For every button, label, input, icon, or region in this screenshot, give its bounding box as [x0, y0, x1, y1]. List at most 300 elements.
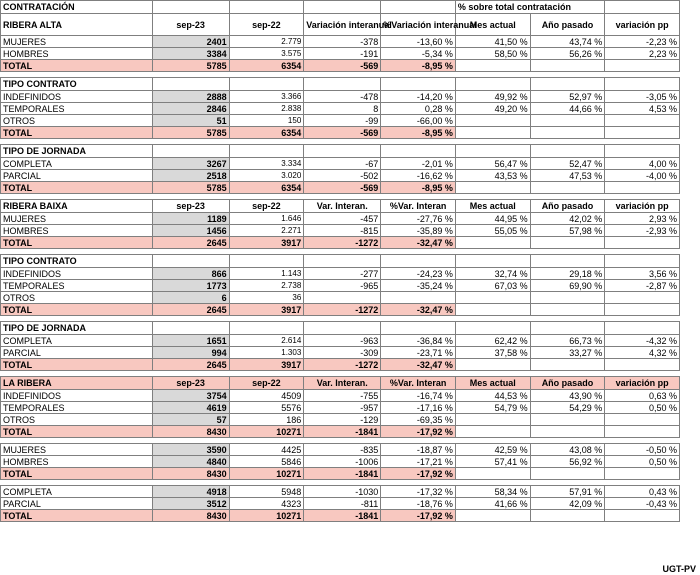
column-header: Mes actual — [455, 377, 530, 390]
value-cell: 43,53 % — [455, 170, 530, 182]
data-row — [1, 115, 680, 127]
data-row — [1, 280, 680, 292]
subheader-label: % sobre total contratación — [455, 1, 604, 14]
blank-cell — [152, 145, 229, 158]
blank-cell — [605, 78, 680, 91]
blank-cell — [381, 255, 456, 268]
value-cell: 0,50 % — [605, 456, 680, 468]
column-header: Año pasado — [530, 377, 605, 390]
blank-cell — [530, 237, 605, 249]
value-cell: 4,53 % — [605, 103, 680, 115]
value-cell: 32,74 % — [455, 268, 530, 280]
value-cell: -2,01 % — [381, 158, 456, 170]
value-cell: 56,26 % — [530, 48, 605, 60]
total-row — [1, 127, 680, 139]
value-cell: -16,74 % — [381, 390, 456, 402]
group-title-row — [1, 145, 680, 158]
value-cell: -457 — [304, 213, 381, 225]
value-cell: 43,08 % — [530, 444, 605, 456]
blank-cell — [530, 78, 605, 91]
data-row — [1, 390, 680, 402]
total-value: -32,47 % — [381, 304, 456, 316]
blank-cell — [605, 145, 680, 158]
row-label: PARCIAL — [1, 347, 153, 359]
value-cell: -13,60 % — [381, 36, 456, 48]
value-cell: 2888 — [152, 91, 229, 103]
value-cell: 69,90 % — [530, 280, 605, 292]
value-cell: 1.143 — [229, 268, 304, 280]
value-cell: 866 — [152, 268, 229, 280]
blank-cell — [530, 60, 605, 72]
blank-cell — [455, 60, 530, 72]
value-cell — [605, 292, 680, 304]
value-cell — [530, 414, 605, 426]
blank-cell — [455, 182, 530, 194]
value-cell: 66,73 % — [530, 335, 605, 347]
value-cell: 47,53 % — [530, 170, 605, 182]
column-header: sep-22 — [229, 200, 304, 213]
value-cell — [530, 292, 605, 304]
total-row — [1, 60, 680, 72]
blank-cell — [152, 255, 229, 268]
blank-cell — [605, 304, 680, 316]
row-label: INDEFINIDOS — [1, 91, 153, 103]
total-value: -1272 — [304, 359, 381, 371]
column-header: sep-23 — [152, 14, 229, 36]
column-header: sep-23 — [152, 200, 229, 213]
total-value: -8,95 % — [381, 60, 456, 72]
value-cell: -0,50 % — [605, 444, 680, 456]
column-header: sep-22 — [229, 377, 304, 390]
value-cell: 41,66 % — [455, 498, 530, 510]
value-cell: 57 — [152, 414, 229, 426]
total-label: TOTAL — [1, 237, 153, 249]
blank-cell — [455, 426, 530, 438]
value-cell: 4323 — [229, 498, 304, 510]
value-cell: 0,28 % — [381, 103, 456, 115]
value-cell: -4,00 % — [605, 170, 680, 182]
value-cell: -815 — [304, 225, 381, 237]
value-cell — [304, 292, 381, 304]
blank-cell — [605, 1, 680, 14]
data-row — [1, 268, 680, 280]
total-value: 8430 — [152, 468, 229, 480]
data-row — [1, 213, 680, 225]
data-row — [1, 292, 680, 304]
value-cell: -1030 — [304, 486, 381, 498]
total-value: -32,47 % — [381, 237, 456, 249]
column-header: variación pp — [605, 377, 680, 390]
blank-cell — [455, 304, 530, 316]
blank-cell — [229, 1, 304, 14]
total-value: 3917 — [229, 304, 304, 316]
group-title: TIPO CONTRATO — [1, 255, 153, 268]
value-cell: -957 — [304, 402, 381, 414]
value-cell: 2,23 % — [605, 48, 680, 60]
value-cell: 42,02 % — [530, 213, 605, 225]
value-cell: -27,76 % — [381, 213, 456, 225]
value-cell: 1189 — [152, 213, 229, 225]
value-cell: 57,41 % — [455, 456, 530, 468]
row-label: HOMBRES — [1, 48, 153, 60]
blank-cell — [455, 78, 530, 91]
value-cell: 43,74 % — [530, 36, 605, 48]
row-label: OTROS — [1, 292, 153, 304]
total-value: 5785 — [152, 60, 229, 72]
value-cell: -277 — [304, 268, 381, 280]
data-row — [1, 103, 680, 115]
value-cell: 54,29 % — [530, 402, 605, 414]
total-value: -569 — [304, 60, 381, 72]
row-label: COMPLETA — [1, 486, 153, 498]
total-row — [1, 426, 680, 438]
blank-cell — [152, 1, 229, 14]
total-value: -1841 — [304, 468, 381, 480]
blank-cell — [304, 78, 381, 91]
value-cell: 3384 — [152, 48, 229, 60]
value-cell: 3,56 % — [605, 268, 680, 280]
row-label: TEMPORALES — [1, 402, 153, 414]
row-label: TEMPORALES — [1, 103, 153, 115]
total-value: -17,92 % — [381, 510, 456, 522]
group-title: TIPO CONTRATO — [1, 78, 153, 91]
blank-cell — [229, 322, 304, 335]
value-cell: 44,95 % — [455, 213, 530, 225]
blank-cell — [530, 182, 605, 194]
total-label: TOTAL — [1, 182, 153, 194]
blank-cell — [530, 359, 605, 371]
blank-cell — [530, 510, 605, 522]
value-cell: 44,66 % — [530, 103, 605, 115]
blank-cell — [455, 359, 530, 371]
value-cell — [455, 414, 530, 426]
section-title: RIBERA ALTA — [1, 14, 153, 36]
row-label: PARCIAL — [1, 170, 153, 182]
total-value: -1841 — [304, 426, 381, 438]
row-label: TEMPORALES — [1, 280, 153, 292]
value-cell: 49,92 % — [455, 91, 530, 103]
value-cell: 4840 — [152, 456, 229, 468]
total-value: 2645 — [152, 237, 229, 249]
value-cell: 0,63 % — [605, 390, 680, 402]
blank-cell — [455, 255, 530, 268]
group-title: TIPO DE JORNADA — [1, 322, 153, 335]
value-cell: 62,42 % — [455, 335, 530, 347]
value-cell — [530, 115, 605, 127]
value-cell: 52,97 % — [530, 91, 605, 103]
value-cell: 3754 — [152, 390, 229, 402]
value-cell: -99 — [304, 115, 381, 127]
value-cell: -14,20 % — [381, 91, 456, 103]
blank-cell — [455, 468, 530, 480]
total-value: 6354 — [229, 182, 304, 194]
data-row — [1, 498, 680, 510]
section-title: LA RIBERA — [1, 377, 153, 390]
value-cell: -66,00 % — [381, 115, 456, 127]
blank-cell — [605, 468, 680, 480]
blank-cell — [304, 1, 381, 14]
value-cell: 6 — [152, 292, 229, 304]
value-cell: 3590 — [152, 444, 229, 456]
blank-cell — [605, 237, 680, 249]
row-label: OTROS — [1, 414, 153, 426]
total-row — [1, 468, 680, 480]
group-title-row — [1, 78, 680, 91]
blank-cell — [229, 78, 304, 91]
table-title: CONTRATACIÓN — [1, 1, 153, 14]
blank-cell — [605, 322, 680, 335]
total-value: 2645 — [152, 359, 229, 371]
blank-cell — [605, 359, 680, 371]
data-row — [1, 402, 680, 414]
blank-cell — [304, 255, 381, 268]
section-header-row — [1, 14, 680, 36]
value-cell: -1006 — [304, 456, 381, 468]
value-cell: -755 — [304, 390, 381, 402]
total-label: TOTAL — [1, 510, 153, 522]
total-value: 10271 — [229, 510, 304, 522]
total-value: 3917 — [229, 237, 304, 249]
value-cell: 43,90 % — [530, 390, 605, 402]
value-cell: 3512 — [152, 498, 229, 510]
group-title-row — [1, 322, 680, 335]
total-value: -569 — [304, 182, 381, 194]
value-cell: 4509 — [229, 390, 304, 402]
total-label: TOTAL — [1, 426, 153, 438]
value-cell: 2.738 — [229, 280, 304, 292]
value-cell: 2846 — [152, 103, 229, 115]
row-label: INDEFINIDOS — [1, 268, 153, 280]
total-value: -1841 — [304, 510, 381, 522]
total-row — [1, 237, 680, 249]
column-header: Var. Interan. — [304, 200, 381, 213]
value-cell: 2.838 — [229, 103, 304, 115]
total-value: -8,95 % — [381, 182, 456, 194]
blank-cell — [304, 322, 381, 335]
row-label: MUJERES — [1, 444, 153, 456]
value-cell: 33,27 % — [530, 347, 605, 359]
blank-cell — [605, 426, 680, 438]
blank-cell — [152, 322, 229, 335]
value-cell: -67 — [304, 158, 381, 170]
blank-cell — [530, 468, 605, 480]
total-value: -569 — [304, 127, 381, 139]
value-cell — [455, 292, 530, 304]
column-header: Año pasado — [530, 200, 605, 213]
value-cell: 0,50 % — [605, 402, 680, 414]
blank-cell — [530, 322, 605, 335]
value-cell: 42,59 % — [455, 444, 530, 456]
total-value: -1272 — [304, 237, 381, 249]
value-cell: 5846 — [229, 456, 304, 468]
column-header: %Variación interanual — [381, 14, 456, 36]
blank-cell — [381, 322, 456, 335]
value-cell: 3.020 — [229, 170, 304, 182]
value-cell: 41,50 % — [455, 36, 530, 48]
blank-cell — [229, 255, 304, 268]
value-cell: -309 — [304, 347, 381, 359]
value-cell: 67,03 % — [455, 280, 530, 292]
section-header-row — [1, 200, 680, 213]
total-value: 6354 — [229, 60, 304, 72]
row-label: OTROS — [1, 115, 153, 127]
value-cell: 52,47 % — [530, 158, 605, 170]
data-row — [1, 225, 680, 237]
value-cell: 51 — [152, 115, 229, 127]
total-label: TOTAL — [1, 60, 153, 72]
row-label: MUJERES — [1, 36, 153, 48]
row-label: INDEFINIDOS — [1, 390, 153, 402]
blank-cell — [605, 60, 680, 72]
total-row — [1, 510, 680, 522]
data-row — [1, 335, 680, 347]
value-cell: 58,50 % — [455, 48, 530, 60]
value-cell: -129 — [304, 414, 381, 426]
value-cell: -69,35 % — [381, 414, 456, 426]
value-cell: 42,09 % — [530, 498, 605, 510]
total-label: TOTAL — [1, 359, 153, 371]
value-cell: 4918 — [152, 486, 229, 498]
value-cell: 3.334 — [229, 158, 304, 170]
total-value: 5785 — [152, 182, 229, 194]
column-header: Mes actual — [455, 14, 530, 36]
column-header: sep-23 — [152, 377, 229, 390]
row-label: MUJERES — [1, 213, 153, 225]
data-row — [1, 486, 680, 498]
row-label: PARCIAL — [1, 498, 153, 510]
total-value: 8430 — [152, 426, 229, 438]
column-header: %Var. Interan — [381, 200, 456, 213]
column-header: Variación interanual — [304, 14, 381, 36]
value-cell — [605, 414, 680, 426]
value-cell: 4425 — [229, 444, 304, 456]
blank-cell — [229, 145, 304, 158]
blank-cell — [455, 127, 530, 139]
column-header: Año pasado — [530, 14, 605, 36]
total-label: TOTAL — [1, 127, 153, 139]
value-cell: -811 — [304, 498, 381, 510]
value-cell: -17,16 % — [381, 402, 456, 414]
value-cell: 2401 — [152, 36, 229, 48]
value-cell: -18,76 % — [381, 498, 456, 510]
value-cell: -0,43 % — [605, 498, 680, 510]
value-cell: 2.271 — [229, 225, 304, 237]
blank-cell — [152, 78, 229, 91]
value-cell: 55,05 % — [455, 225, 530, 237]
data-row — [1, 36, 680, 48]
value-cell: 56,92 % — [530, 456, 605, 468]
total-value: -17,92 % — [381, 468, 456, 480]
value-cell: -963 — [304, 335, 381, 347]
row-label: COMPLETA — [1, 158, 153, 170]
value-cell: 4,32 % — [605, 347, 680, 359]
value-cell: -2,23 % — [605, 36, 680, 48]
value-cell — [455, 115, 530, 127]
total-value: -1272 — [304, 304, 381, 316]
total-value: 10271 — [229, 468, 304, 480]
value-cell: -16,62 % — [381, 170, 456, 182]
value-cell: 29,18 % — [530, 268, 605, 280]
value-cell: 3267 — [152, 158, 229, 170]
blank-cell — [605, 182, 680, 194]
total-value: -17,92 % — [381, 426, 456, 438]
value-cell: -17,21 % — [381, 456, 456, 468]
value-cell: -35,89 % — [381, 225, 456, 237]
value-cell: 3.366 — [229, 91, 304, 103]
value-cell: 1.646 — [229, 213, 304, 225]
value-cell: -5,34 % — [381, 48, 456, 60]
value-cell: 37,58 % — [455, 347, 530, 359]
value-cell — [381, 292, 456, 304]
value-cell: 5576 — [229, 402, 304, 414]
value-cell: -2,93 % — [605, 225, 680, 237]
value-cell: -4,32 % — [605, 335, 680, 347]
value-cell: -35,24 % — [381, 280, 456, 292]
blank-cell — [605, 127, 680, 139]
blank-cell — [530, 304, 605, 316]
title-row — [1, 1, 680, 14]
blank-cell — [605, 510, 680, 522]
value-cell: -378 — [304, 36, 381, 48]
value-cell: -23,71 % — [381, 347, 456, 359]
total-value: 5785 — [152, 127, 229, 139]
blank-cell — [530, 255, 605, 268]
row-label: COMPLETA — [1, 335, 153, 347]
total-row — [1, 304, 680, 316]
total-value: 8430 — [152, 510, 229, 522]
value-cell: 1456 — [152, 225, 229, 237]
value-cell: 4619 — [152, 402, 229, 414]
value-cell: 5948 — [229, 486, 304, 498]
value-cell — [605, 115, 680, 127]
blank-cell — [455, 322, 530, 335]
total-label: TOTAL — [1, 304, 153, 316]
blank-cell — [530, 145, 605, 158]
value-cell: 2,93 % — [605, 213, 680, 225]
section-title: RIBERA BAIXA — [1, 200, 153, 213]
data-row — [1, 48, 680, 60]
value-cell: 1773 — [152, 280, 229, 292]
total-value: 10271 — [229, 426, 304, 438]
row-label: HOMBRES — [1, 225, 153, 237]
data-row — [1, 170, 680, 182]
column-header: %Var. Interan — [381, 377, 456, 390]
value-cell: 58,34 % — [455, 486, 530, 498]
value-cell: -24,23 % — [381, 268, 456, 280]
total-row — [1, 359, 680, 371]
blank-cell — [455, 510, 530, 522]
value-cell: 186 — [229, 414, 304, 426]
blank-cell — [455, 237, 530, 249]
value-cell: 0,43 % — [605, 486, 680, 498]
value-cell: 150 — [229, 115, 304, 127]
group-title-row — [1, 255, 680, 268]
total-label: TOTAL — [1, 468, 153, 480]
data-row — [1, 158, 680, 170]
total-value: -32,47 % — [381, 359, 456, 371]
value-cell: -2,87 % — [605, 280, 680, 292]
column-header: Mes actual — [455, 200, 530, 213]
column-header: Var. Interan. — [304, 377, 381, 390]
value-cell: 2518 — [152, 170, 229, 182]
value-cell: 994 — [152, 347, 229, 359]
footer-label: UGT-PV — [662, 564, 696, 574]
data-row — [1, 347, 680, 359]
blank-cell — [304, 145, 381, 158]
value-cell: 44,53 % — [455, 390, 530, 402]
value-cell: -17,32 % — [381, 486, 456, 498]
value-cell: 49,20 % — [455, 103, 530, 115]
